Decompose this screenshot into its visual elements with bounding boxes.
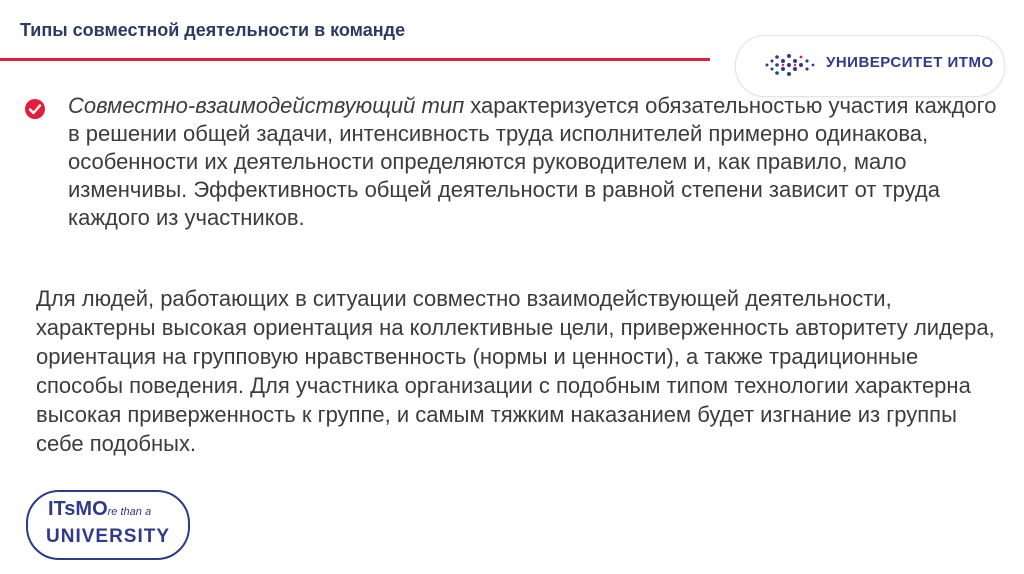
body-paragraph: Для людей, работающих в ситуации совместно взаимодействующей деятельности, характерны высокая ориентация на коллективные цели, приверженность авторитету лидера, ориентация на групповую нравственность (нормы и ценности), а также традиционные способы поведения. Для участника организации с подобным типом технологии характерна высокая приверженность к группе, и самым тяжким наказанием будет изгнание из группы себе подобных. xyxy=(36,286,995,456)
page-title: Типы совместной деятельности в команде xyxy=(20,20,406,40)
title-underline xyxy=(0,58,710,61)
bullet-paragraph-text: характеризуется обязательностью участия каждого в решении общей задачи, интенсивность труда исполнителей примерно одинакова, особенности их деятельности определяются руководителем и, как правило, мало изменчивы. Эффективность общей деятельности в равной степени зависит от труда каждого из участников. xyxy=(68,93,997,230)
itmo-more-than-university-logo xyxy=(26,490,190,560)
badge-small-text: re than a xyxy=(107,506,152,518)
badge-line1 xyxy=(48,498,151,521)
term-italic: Совместно-взаимодействующий тип xyxy=(68,93,465,118)
logo-text: УНИВЕРСИТЕТ ИТМО xyxy=(826,54,994,71)
badge-main-text: ITsMO xyxy=(48,498,108,520)
bullet-paragraph xyxy=(68,92,998,232)
badge-line2: UNIVERSITY xyxy=(46,526,171,547)
check-circle-icon xyxy=(24,98,46,120)
university-logo xyxy=(735,35,1005,97)
logo-dots-icon xyxy=(764,52,820,78)
